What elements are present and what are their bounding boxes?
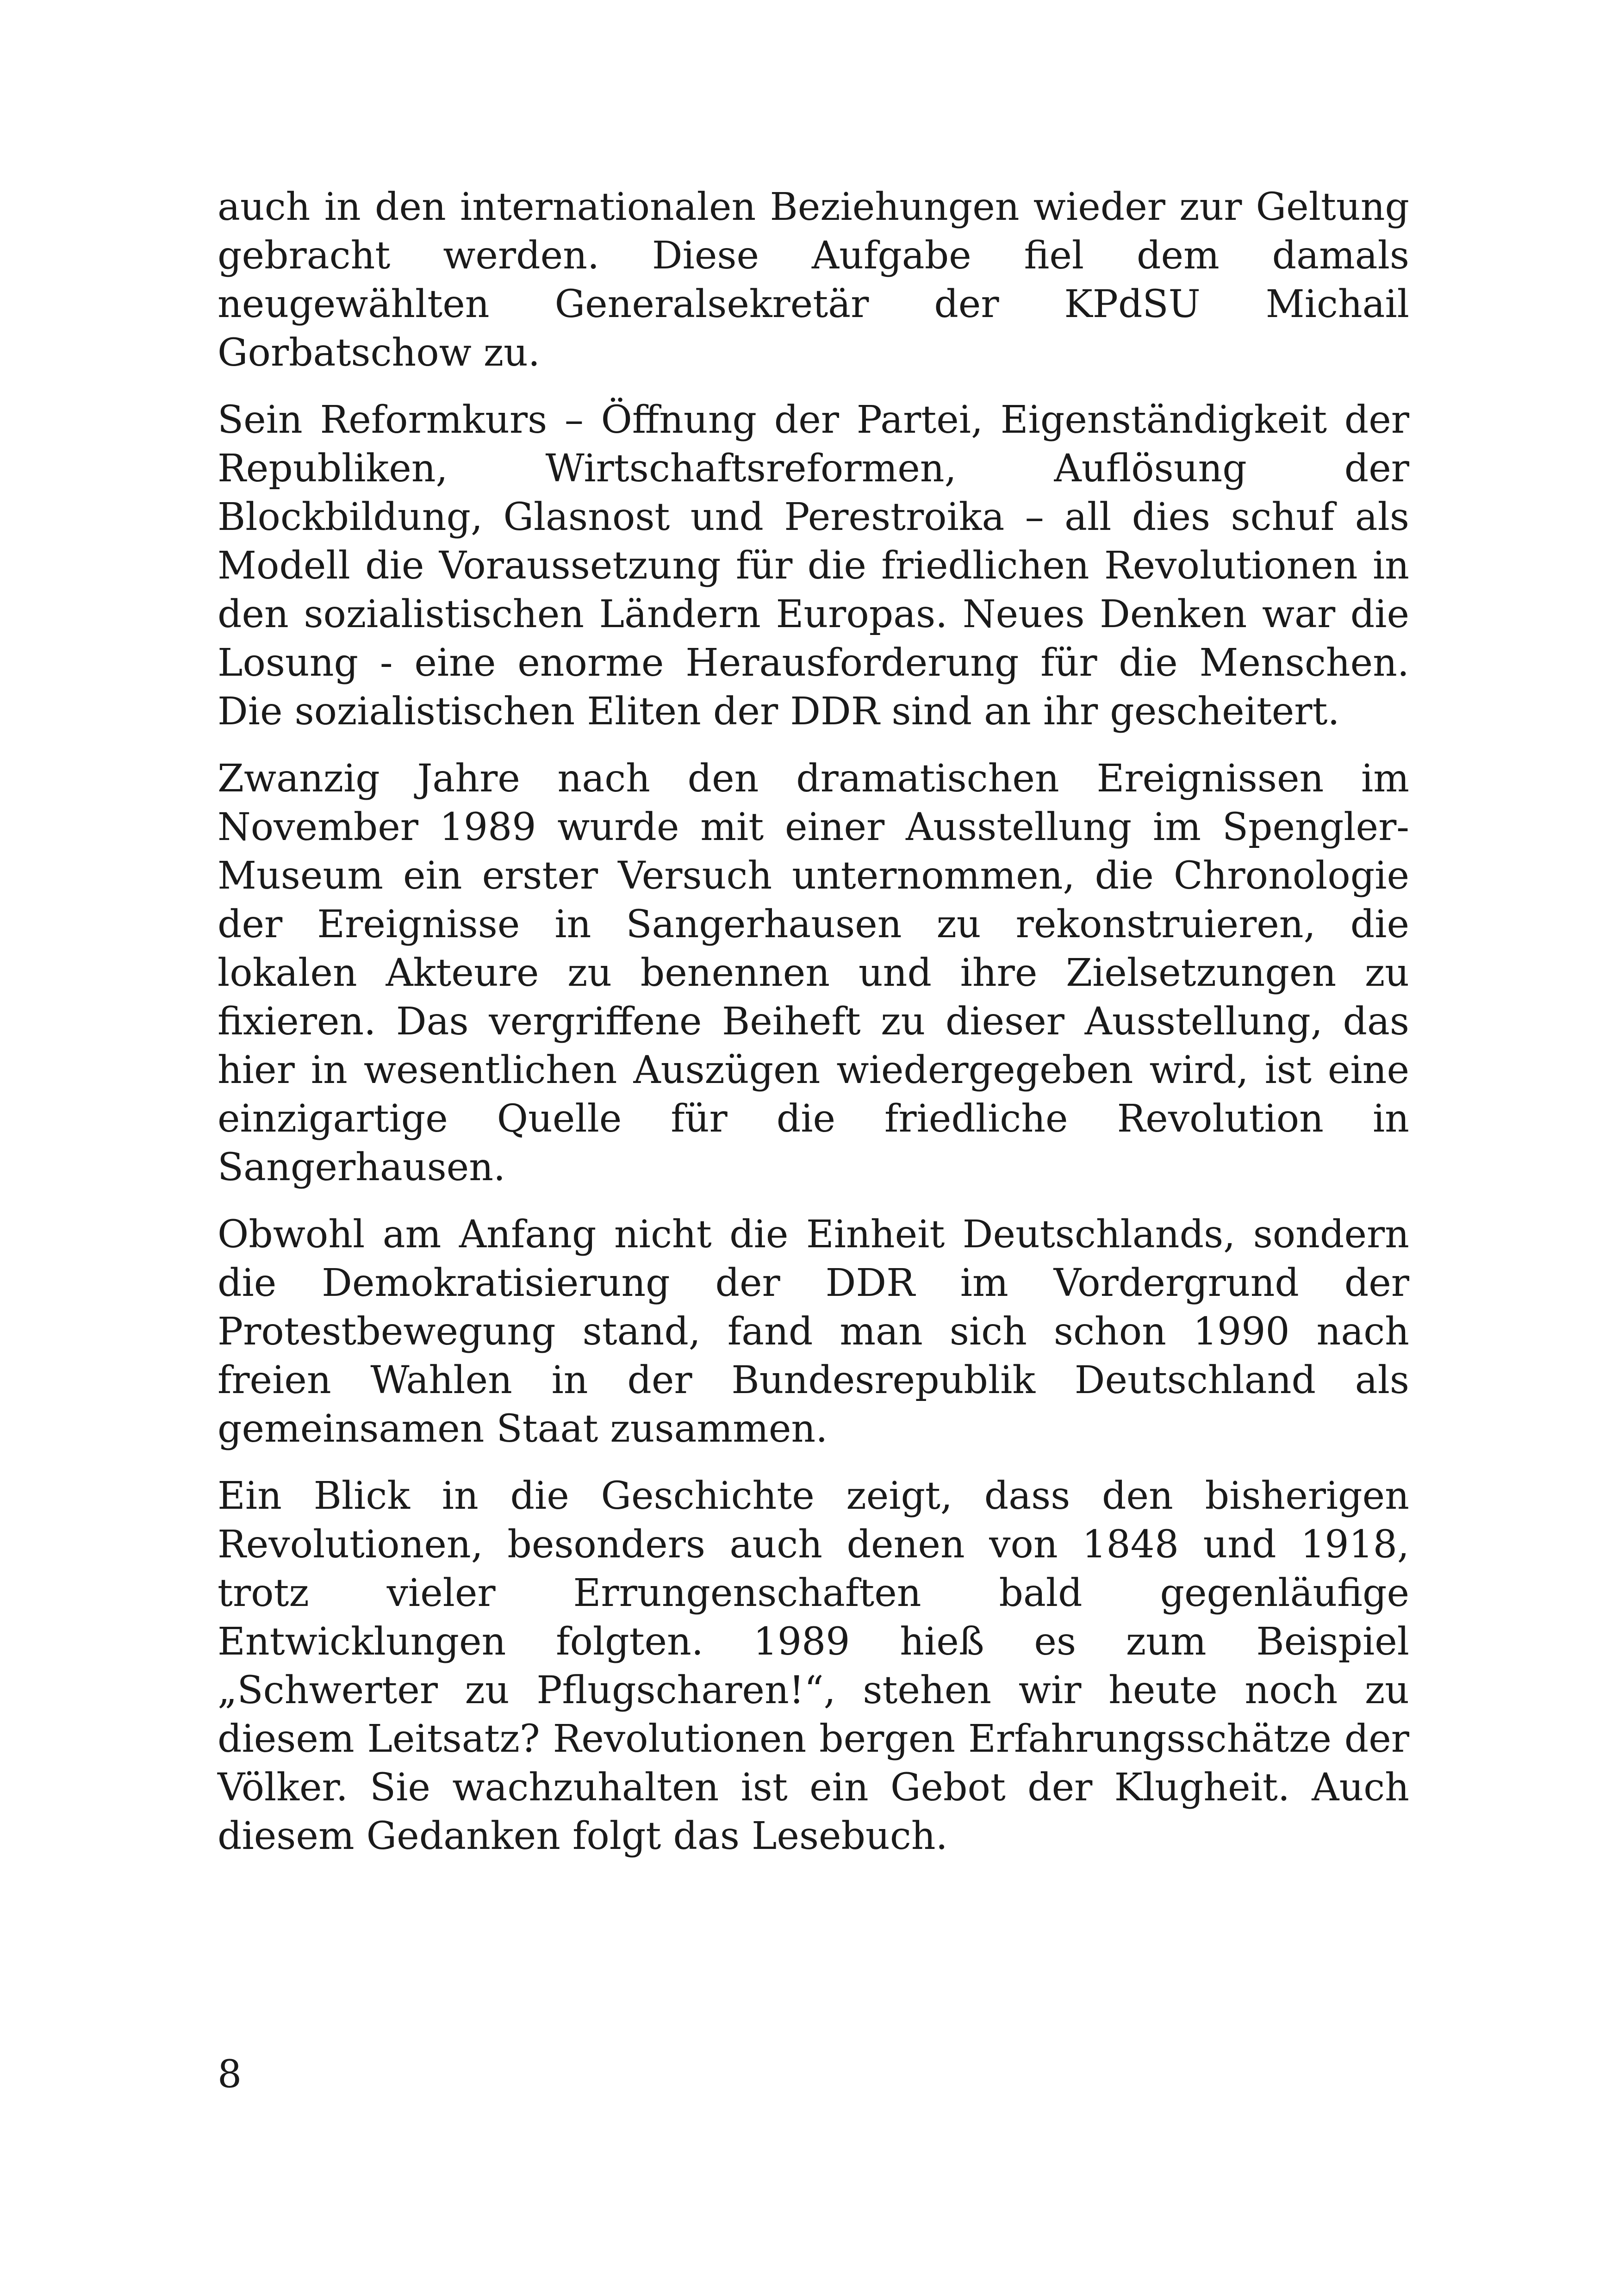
- paragraph-4: Obwohl am Anfang nicht die Einheit Deutschlands, sondern die Demokratisierung der DDR im Vordergrund der Protestbewegung stand, fand man sich schon 1990 nach freien Wahlen in der Bundesrepublik Deutschland als gemeinsamen Staat zusammen.: [218, 1213, 1409, 1451]
- paragraph-5: Ein Blick in die Geschichte zeigt, dass den bisherigen Revolutionen, besonders auch denen von 1848 und 1918, trotz vieler Errungenschaften bald gegenläufige Entwicklungen folgten. 1989 hieß es zum Beispiel „Schwerter zu Pflugscharen!“, stehen wir heute noch zu diesem Leitsatz? Revolutionen bergen Erfahrungsschätze der Völker. Sie wachzuhalten ist ein Gebot der Klugheit. Auch diesem Gedanken folgt das Lesebuch.: [218, 1474, 1409, 1858]
- page-number: 8: [218, 2053, 242, 2097]
- paragraph-1: auch in den internationalen Beziehungen wieder zur Geltung gebracht werden. Diese Aufgabe fiel dem damals neugewählten Generalsekretär der KPdSU Michail Gorbatschow zu.: [218, 185, 1409, 375]
- body-text: [218, 183, 1409, 1879]
- paragraph-2: Sein Reformkurs – Öffnung der Partei, Eigenständigkeit der Republiken, Wirtschaftsreformen, Auflösung der Blockbildung, Glasnost und Perestroika – all dies schuf als Modell die Voraussetzung für die friedlichen Revolutionen in den sozialistischen Ländern Europas. Neues Denken war die Losung - eine enorme Herausforderung für die Menschen. Die sozialistischen Eliten der DDR sind an ihr gescheitert.: [218, 398, 1409, 734]
- paragraph-3: Zwanzig Jahre nach den dramatischen Ereignissen im November 1989 wurde mit einer Ausstellung im Spengler-Museum ein erster Versuch unternommen, die Chronologie der Ereignisse in Sangerhausen zu rekonstruieren, die lokalen Akteure zu benennen und ihre Zielsetzungen zu fixieren. Das vergriffene Beiheft zu dieser Ausstellung, das hier in wesentlichen Auszügen wiedergegeben wird, ist eine einzigartige Quelle für die friedliche Revolution in Sangerhausen.: [218, 757, 1409, 1189]
